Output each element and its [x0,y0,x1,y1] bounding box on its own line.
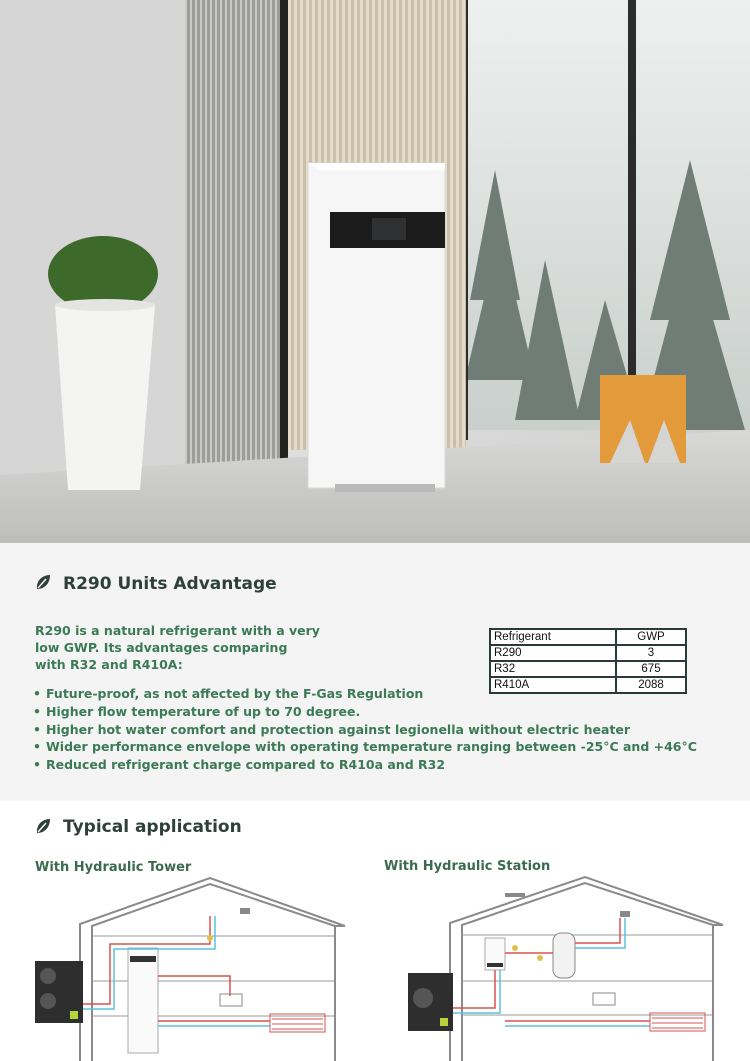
table-cell: 2088 [616,677,686,693]
table-cell: R32 [490,661,616,677]
hydraulic-tower-diagram [30,876,350,1061]
list-item: • Higher flow temperature of up to 70 degree. [33,703,697,721]
table-row [490,677,686,693]
leaf-icon [34,817,52,835]
hydraulic-station-label: With Hydraulic Station [384,859,551,874]
list-item: • Higher hot water comfort and protection against legionella without electric heater [33,721,697,739]
table-row [490,645,686,661]
list-item: • Future-proof, as not affected by the F-Gas Regulation [33,685,697,703]
advantage-title: R290 Units Advantage [63,574,277,594]
gwp-table [489,628,687,694]
table-row [490,661,686,677]
list-item: • Wider performance envelope with operating temperature ranging between -25°C and +46°C [33,738,697,756]
table-header-row [490,629,686,645]
table-cell: R290 [490,645,616,661]
list-item: • Reduced refrigerant charge compared to R410a and R32 [33,756,697,774]
advantage-list [33,685,697,774]
table-cell: 675 [616,661,686,677]
hydraulic-tower-label: With Hydraulic Tower [35,860,192,875]
table-cell: R410A [490,677,616,693]
application-section [0,801,750,1061]
table-cell: 3 [616,645,686,661]
leaf-icon [34,573,52,591]
hydraulic-station-diagram [405,873,735,1061]
table-header-cell: GWP [616,629,686,645]
table-header-cell: Refrigerant [490,629,616,645]
advantage-intro: R290 is a natural refrigerant with a very low GWP. Its advantages comparing with R32 and R410A: [35,623,320,672]
application-title: Typical application [63,817,242,837]
